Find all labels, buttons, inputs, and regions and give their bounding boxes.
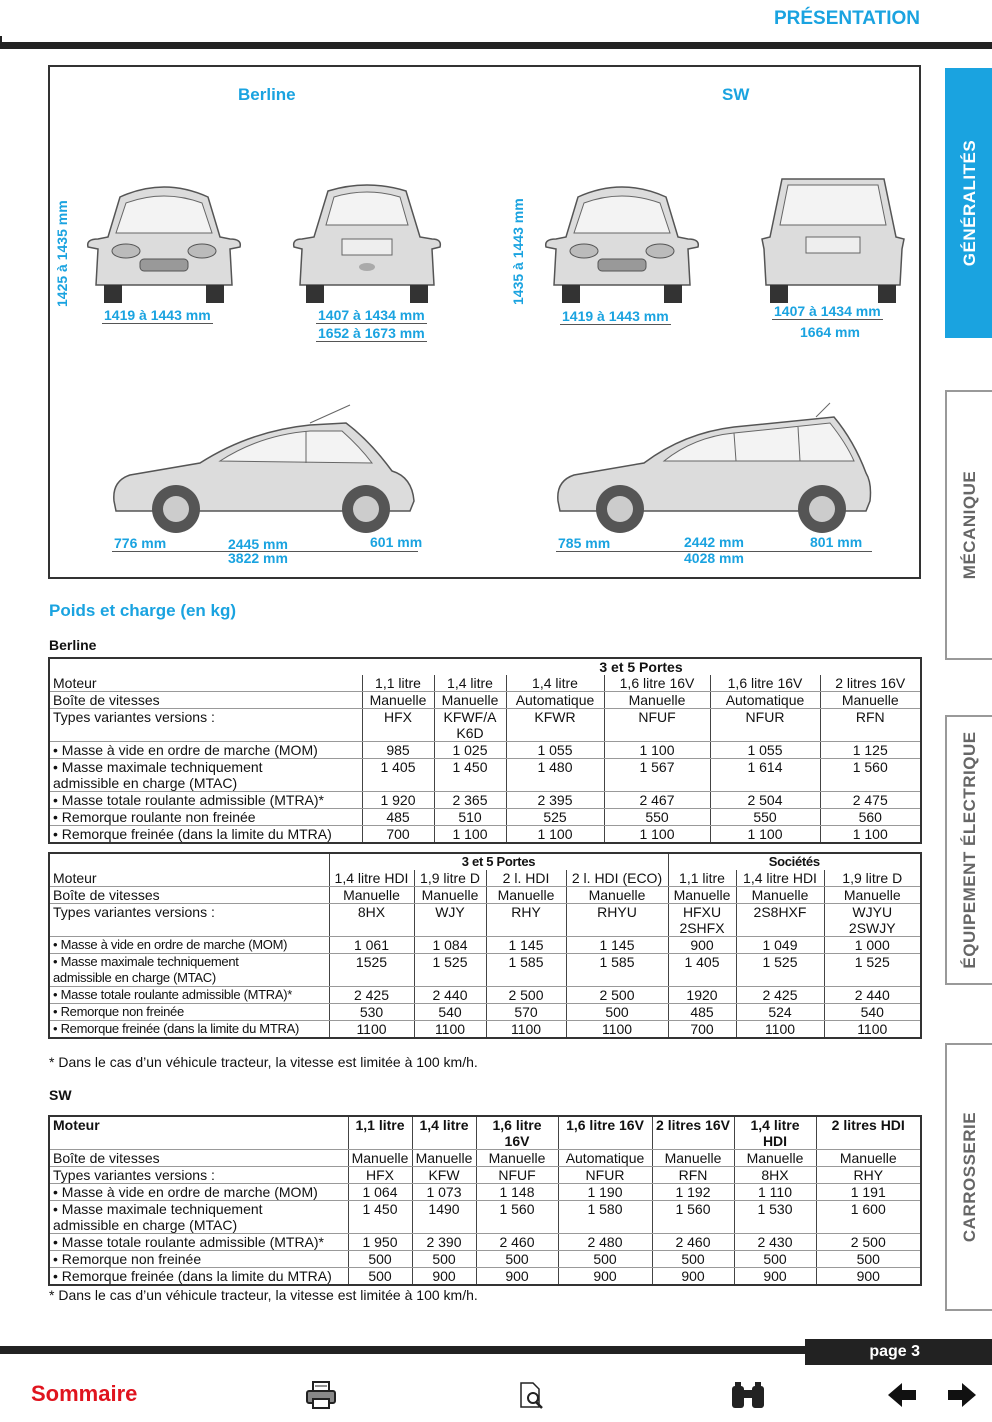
note-1: * Dans le cas d’un véhicule tracteur, la vitesse est limitée à 100 km/h. xyxy=(49,1054,478,1070)
table-cell: 1,1 litre xyxy=(348,1117,412,1150)
table-cell: 2 litres 16V xyxy=(652,1117,734,1150)
row-label: • Remorque non freinée xyxy=(50,1251,348,1268)
table-row xyxy=(50,692,920,709)
sw-rear-view xyxy=(752,167,914,307)
table-cell: 1 525 xyxy=(414,954,486,987)
table-cell: 1 585 xyxy=(486,954,566,987)
table-cell: 2S8HXF xyxy=(736,904,824,937)
table-cell: 1 125 xyxy=(820,742,920,759)
table-cell: 485 xyxy=(668,1004,736,1021)
table-row xyxy=(50,1234,920,1251)
table-cell: 1 192 xyxy=(652,1184,734,1201)
table-cell: 525 xyxy=(506,809,604,826)
table-cell: 900 xyxy=(476,1268,558,1285)
table-cell: 500 xyxy=(348,1251,412,1268)
table-cell: 1 530 xyxy=(734,1201,816,1234)
berline-wheelbase-dim: 2445 mm xyxy=(228,536,288,552)
berline-subtitle: Berline xyxy=(49,637,97,653)
berline-caption: Berline xyxy=(238,85,296,104)
table-row xyxy=(50,709,920,742)
table2-body xyxy=(50,870,920,1037)
table-cell: NFUF xyxy=(604,709,710,742)
table-cell: 1,9 litre D xyxy=(824,870,920,887)
table-cell: Automatique xyxy=(506,692,604,709)
row-label: Moteur xyxy=(50,870,329,887)
table-cell: 540 xyxy=(824,1004,920,1021)
table-row xyxy=(50,1117,920,1150)
table-cell: 1 100 xyxy=(710,826,820,843)
berline-front-overhang-dim: 776 mm xyxy=(114,535,167,551)
table-cell: 1 600 xyxy=(816,1201,920,1234)
table-cell: 1 450 xyxy=(434,759,506,792)
table-cell: 1 614 xyxy=(710,759,820,792)
berline-table-2 xyxy=(48,852,922,1039)
table-cell: RHYU xyxy=(566,904,668,937)
table-cell: Manuelle xyxy=(412,1150,476,1167)
table-cell: 2 l. HDI xyxy=(486,870,566,887)
table-cell: 8HX xyxy=(329,904,414,937)
table-cell: 1,6 litre 16V xyxy=(710,675,820,692)
table-cell: 1,1 litre xyxy=(668,870,736,887)
table-cell: 1 073 xyxy=(412,1184,476,1201)
table-cell: 570 xyxy=(486,1004,566,1021)
table-cell: 550 xyxy=(710,809,820,826)
table-cell: 900 xyxy=(734,1268,816,1285)
sw-length-line xyxy=(556,551,872,552)
table-cell: 1 145 xyxy=(486,937,566,954)
table-cell: RFN xyxy=(652,1167,734,1184)
table-row xyxy=(50,1021,920,1038)
berline-front-view xyxy=(80,167,248,307)
table-cell: 1,4 litre HDI xyxy=(734,1117,816,1150)
table-cell: 540 xyxy=(414,1004,486,1021)
table-cell: 1,6 litre 16V xyxy=(558,1117,652,1150)
table-cell: 900 xyxy=(558,1268,652,1285)
row-label: • Masse totale roulante admissible (MTRA)* xyxy=(50,987,329,1004)
table-cell: 500 xyxy=(652,1251,734,1268)
table-cell: 1 560 xyxy=(820,759,920,792)
table-cell: Manuelle xyxy=(604,692,710,709)
table-cell: 1100 xyxy=(414,1021,486,1038)
document-search-icon[interactable] xyxy=(515,1380,549,1410)
table-cell: 2 500 xyxy=(816,1234,920,1251)
sw-wheelbase-dim: 2442 mm xyxy=(684,534,744,550)
table-cell: 1 525 xyxy=(736,954,824,987)
table-cell: 1 567 xyxy=(604,759,710,792)
row-label: Boîte de vitesses xyxy=(50,887,329,904)
table-cell: 2 365 xyxy=(434,792,506,809)
table-cell: 500 xyxy=(816,1251,920,1268)
table-row xyxy=(50,826,920,843)
table-cell: HFX xyxy=(348,1167,412,1184)
table-cell: 500 xyxy=(476,1251,558,1268)
table-cell: 524 xyxy=(736,1004,824,1021)
berline-rear-track-dim: 1407 à 1434 mm xyxy=(318,307,425,323)
table-cell: 500 xyxy=(412,1251,476,1268)
tab-equipement-electrique[interactable] xyxy=(945,715,992,985)
table-cell: 2 395 xyxy=(506,792,604,809)
row-label: Boîte de vitesses xyxy=(50,1150,348,1167)
table-cell: 2 467 xyxy=(604,792,710,809)
table2-group1-header: 3 et 5 Portes xyxy=(329,854,668,870)
sw-subtitle: SW xyxy=(49,1087,72,1103)
berline-side-view xyxy=(110,401,420,541)
table-cell: 500 xyxy=(558,1251,652,1268)
table-cell: 1100 xyxy=(566,1021,668,1038)
row-label: Boîte de vitesses xyxy=(50,692,362,709)
berline-rear-view xyxy=(286,167,448,307)
table-cell: 900 xyxy=(856,1268,880,1284)
table-cell: 550 xyxy=(604,809,710,826)
table-cell: Manuelle xyxy=(824,887,920,904)
table-cell: 1 100 xyxy=(604,742,710,759)
table-cell: 485 xyxy=(362,809,434,826)
table-cell: 700 xyxy=(668,1021,736,1038)
table-cell: 1,4 litre HDI xyxy=(736,870,824,887)
table-row xyxy=(50,887,920,904)
table-cell: 2 390 xyxy=(412,1234,476,1251)
table-cell: 500 xyxy=(566,1004,668,1021)
table-cell: 700 xyxy=(362,826,434,843)
table-cell: 1 000 xyxy=(824,937,920,954)
table-cell: 1525 xyxy=(329,954,414,987)
table-cell: 8HX xyxy=(734,1167,816,1184)
sw-rear-track-dim: 1407 à 1434 mm xyxy=(774,303,881,319)
table-cell: KFWR xyxy=(506,709,604,742)
table-row xyxy=(50,904,920,937)
row-label: • Remorque non freinée xyxy=(50,1004,329,1021)
table-cell: Manuelle xyxy=(348,1150,412,1167)
sw-side-view xyxy=(554,401,874,541)
table-cell: 2 l. HDI (ECO) xyxy=(566,870,668,887)
table-cell: Automatique xyxy=(558,1150,652,1167)
table-cell: 1100 xyxy=(736,1021,824,1038)
table-cell: KFWF/A K6D xyxy=(434,709,506,742)
sw-height-dim: 1435 à 1443 mm xyxy=(510,198,526,305)
table-cell: 2 475 xyxy=(820,792,920,809)
table-cell: 2 440 xyxy=(414,987,486,1004)
table-row xyxy=(50,987,920,1004)
row-label: • Remorque freinée (dans la limite du MTRA) xyxy=(50,826,362,843)
row-label: • Masse totale roulante admissible (MTRA)* xyxy=(50,792,362,809)
row-label: • Masse à vide en ordre de marche (MOM) xyxy=(50,742,362,759)
table-cell: 2 430 xyxy=(734,1234,816,1251)
table-cell: 900 xyxy=(412,1268,476,1285)
berline-height-dim: 1425 à 1435 mm xyxy=(54,200,70,307)
table-cell: 2 440 xyxy=(824,987,920,1004)
table-cell: Manuelle xyxy=(734,1150,816,1167)
table-cell: Manuelle xyxy=(414,887,486,904)
table-row xyxy=(50,742,920,759)
berline-rear-overhang-dim: 601 mm xyxy=(370,534,423,550)
table-cell: 1 560 xyxy=(476,1201,558,1234)
sw-front-view xyxy=(538,167,706,307)
table-cell: 1 191 xyxy=(816,1184,920,1201)
table-cell: 1 405 xyxy=(362,759,434,792)
table-cell: Manuelle xyxy=(736,887,824,904)
table-cell: HFX xyxy=(362,709,434,742)
table-cell: 1,1 litre xyxy=(362,675,434,692)
tab-mecanique-label: MÉCANIQUE xyxy=(959,470,979,580)
table-cell: 2 504 xyxy=(710,792,820,809)
table-row xyxy=(50,954,920,987)
table-cell: 2 460 xyxy=(476,1234,558,1251)
row-label: Moteur xyxy=(50,1117,348,1150)
table-cell: 2 460 xyxy=(652,1234,734,1251)
table-cell: 900 xyxy=(652,1268,734,1285)
row-label: • Masse à vide en ordre de marche (MOM) xyxy=(50,1184,348,1201)
table-cell: KFW xyxy=(412,1167,476,1184)
table-row xyxy=(50,1167,920,1184)
table-cell: 1 145 xyxy=(566,937,668,954)
table-cell: 1 480 xyxy=(506,759,604,792)
table-row xyxy=(50,1004,920,1021)
row-label: Types variantes versions : xyxy=(50,709,362,742)
table-cell: 2 500 xyxy=(566,987,668,1004)
table-cell: Manuelle xyxy=(434,692,506,709)
table-cell: RHY xyxy=(486,904,566,937)
table-cell: 1100 xyxy=(857,1021,888,1037)
row-label: • Masse maximale techniquement admissible en charge (MTAC) xyxy=(50,759,362,792)
table-cell: Manuelle xyxy=(362,692,434,709)
table-cell: 1 585 xyxy=(566,954,668,987)
table-cell: WJYU 2SWJY xyxy=(824,904,920,937)
row-label: Types variantes versions : xyxy=(50,904,329,937)
table-cell: 1490 xyxy=(412,1201,476,1234)
table-cell: 1920 xyxy=(668,987,736,1004)
table-cell: 2 500 xyxy=(486,987,566,1004)
table-cell: 1 148 xyxy=(476,1184,558,1201)
table-row xyxy=(50,792,920,809)
printer-icon[interactable] xyxy=(304,1380,338,1410)
berline-table-1 xyxy=(48,657,922,844)
tab-carrosserie-label: CARROSSERIE xyxy=(959,1111,979,1243)
table-cell: 2 480 xyxy=(558,1234,652,1251)
table-cell: 500 xyxy=(734,1251,816,1268)
table-cell: 1 190 xyxy=(558,1184,652,1201)
table-cell: 1,9 litre D xyxy=(414,870,486,887)
section-title: Poids et charge (en kg) xyxy=(49,601,237,620)
row-label: • Remorque freinée (dans la limite du MTRA) xyxy=(50,1021,329,1038)
header-bar xyxy=(0,42,992,49)
tab-mecanique[interactable] xyxy=(945,390,992,660)
table-cell: 1100 xyxy=(486,1021,566,1038)
page-header-title: PRÉSENTATION xyxy=(773,8,920,29)
table-row xyxy=(50,1201,920,1234)
berline-width-dim: 1652 à 1673 mm xyxy=(318,325,425,341)
table-cell: 1,6 litre 16V xyxy=(476,1117,558,1150)
table-cell: 1 405 xyxy=(668,954,736,987)
row-label: • Masse totale roulante admissible (MTRA)* xyxy=(50,1234,348,1251)
table-cell: 510 xyxy=(434,809,506,826)
table-row xyxy=(50,1268,920,1285)
table-cell: 1,4 litre HDI xyxy=(329,870,414,887)
sw-table xyxy=(48,1115,922,1286)
table-cell: 1100 xyxy=(329,1021,414,1038)
sw-rear-overhang-dim: 801 mm xyxy=(810,534,863,550)
row-label: Moteur xyxy=(50,675,362,692)
table-row xyxy=(50,937,920,954)
table-cell: Manuelle xyxy=(668,887,736,904)
sw-caption: SW xyxy=(722,85,750,104)
table-cell: 1 055 xyxy=(506,742,604,759)
tab-equipement-electrique-label: ÉQUIPEMENT ÉLECTRIQUE xyxy=(959,731,979,969)
table-cell: 2 425 xyxy=(329,987,414,1004)
table-row xyxy=(50,1184,920,1201)
table-cell: 1 950 xyxy=(348,1234,412,1251)
table-row xyxy=(50,759,920,792)
table-cell: Manuelle xyxy=(566,887,668,904)
sw-width-dim: 1664 mm xyxy=(800,324,860,340)
table-cell: 530 xyxy=(329,1004,414,1021)
table-cell: Manuelle xyxy=(652,1150,734,1167)
table-cell: 560 xyxy=(820,809,920,826)
table-cell: NFUR xyxy=(558,1167,652,1184)
table-cell: WJY xyxy=(414,904,486,937)
table1-body xyxy=(50,675,920,842)
table-row xyxy=(50,1150,920,1167)
sw-length-dim: 4028 mm xyxy=(684,550,744,566)
table-cell: RHY xyxy=(816,1167,920,1184)
note-2: * Dans le cas d’un véhicule tracteur, la vitesse est limitée à 100 km/h. xyxy=(49,1287,478,1303)
table-cell: 1 450 xyxy=(348,1201,412,1234)
table-cell: 1 920 xyxy=(362,792,434,809)
tab-generalites[interactable] xyxy=(945,68,992,338)
table-cell: 1 049 xyxy=(736,937,824,954)
sw-front-track-dim: 1419 à 1443 mm xyxy=(562,308,669,324)
table-cell: 1 100 xyxy=(506,826,604,843)
table-cell: 1 525 xyxy=(824,954,920,987)
berline-length-dim: 3822 mm xyxy=(228,550,288,566)
table-cell: Manuelle xyxy=(486,887,566,904)
table-cell: 900 xyxy=(668,937,736,954)
dimensions-figure xyxy=(48,65,921,579)
table2-group2-header: Sociétés xyxy=(768,854,820,869)
table-cell: Automatique xyxy=(710,692,820,709)
table-cell: 1 110 xyxy=(734,1184,816,1201)
table-row xyxy=(50,675,920,692)
table-cell: 1 100 xyxy=(852,826,888,842)
row-label: Types variantes versions : xyxy=(50,1167,348,1184)
table-cell: NFUF xyxy=(476,1167,558,1184)
table-cell: 1 100 xyxy=(604,826,710,843)
table-row xyxy=(50,870,920,887)
arrow-left-icon[interactable] xyxy=(886,1380,920,1410)
tab-carrosserie[interactable] xyxy=(945,1043,992,1311)
row-label: • Masse à vide en ordre de marche (MOM) xyxy=(50,937,329,954)
table1-group-header: 3 et 5 Portes xyxy=(599,659,683,675)
table-cell: HFXU 2SHFX xyxy=(668,904,736,937)
table-cell: NFUR xyxy=(710,709,820,742)
table-row xyxy=(50,809,920,826)
arrow-right-icon[interactable] xyxy=(944,1380,978,1410)
table-cell: 1 100 xyxy=(434,826,506,843)
table-row xyxy=(50,1251,920,1268)
table-cell: 1 055 xyxy=(710,742,820,759)
table-cell: 1,4 litre xyxy=(434,675,506,692)
row-label: • Remorque freinée (dans la limite du MTRA) xyxy=(50,1268,348,1285)
table-cell: 2 litres 16V xyxy=(820,675,920,692)
table-cell: 1,4 litre xyxy=(506,675,604,692)
table-cell: 1 084 xyxy=(414,937,486,954)
table-cell: 500 xyxy=(348,1268,412,1285)
table-cell: 1,4 litre xyxy=(412,1117,476,1150)
table-cell: 1 061 xyxy=(329,937,414,954)
row-label: • Remorque roulante non freinée xyxy=(50,809,362,826)
page-number: page 3 xyxy=(805,1339,992,1365)
table-cell: 1 560 xyxy=(652,1201,734,1234)
binoculars-icon[interactable] xyxy=(728,1380,768,1410)
table-cell: 1 025 xyxy=(434,742,506,759)
table-cell: 1,6 litre 16V xyxy=(604,675,710,692)
tab-generalites-label: GÉNÉRALITÉS xyxy=(959,139,979,267)
table-cell: Manuelle xyxy=(476,1150,558,1167)
berline-front-track-dim: 1419 à 1443 mm xyxy=(104,307,211,323)
table-cell: 985 xyxy=(362,742,434,759)
sommaire-link[interactable]: Sommaire xyxy=(31,1381,138,1406)
table-cell: 1 580 xyxy=(558,1201,652,1234)
sw-front-overhang-dim: 785 mm xyxy=(558,535,611,551)
table-cell: Manuelle xyxy=(329,887,414,904)
table-cell: RFN xyxy=(820,709,920,742)
table-cell: Manuelle xyxy=(820,692,920,709)
table-cell: Manuelle xyxy=(816,1150,920,1167)
table3-body xyxy=(50,1117,920,1284)
row-label: • Masse maximale techniquement admissible en charge (MTAC) xyxy=(50,954,329,987)
berline-length-line xyxy=(112,551,418,552)
footer-bar xyxy=(0,1346,805,1354)
table-cell: 2 litres HDI xyxy=(816,1117,920,1150)
table-cell: 1 064 xyxy=(348,1184,412,1201)
row-label: • Masse maximale techniquement admissible en charge (MTAC) xyxy=(50,1201,348,1234)
table-cell: 2 425 xyxy=(736,987,824,1004)
